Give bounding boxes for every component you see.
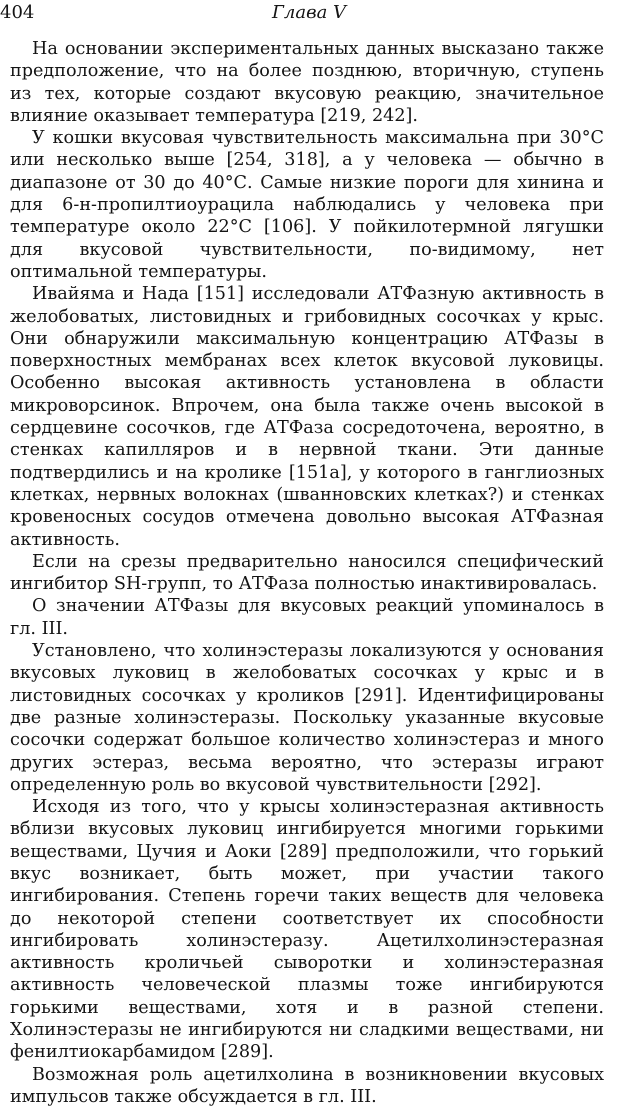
running-head: Глава V — [272, 2, 347, 23]
paragraph: Исходя из того, что у крысы холинэстеразная активность вблизи вкусовых луковиц ингибируется многими горькими веществами, Цучия и Аоки [289] предположили, что горький вкус возникает, быть может, при участии такого ингибирования. Степень горечи таких веществ для человека до некоторой степени соответствует их способности ингибировать холинэстеразу. Ацетилхолинэстеразная активность кроличьей сыворотки и холинэстеразная активность человеческой плазмы тоже ингибируются горькими веществами, хотя и в разной степени. Холинэстеразы не ингибируются ни сладкими веществами, ни фенилтиокарбамидом [289]. — [10, 797, 604, 1063]
page-number: 404 — [0, 2, 35, 23]
body-text — [10, 38, 604, 1108]
paragraph: У кошки вкусовая чувствительность максимальна при 30°С или несколько выше [254, 318], а у человека — обычно в диапазоне от 30 до 40°С. Самые низкие пороги для хинина и для 6-н-пропилтиоурацила наблюдались у человека при температуре около 22°С [106]. У пойкилотермной лягушки для вкусовой чувствительности, по-видимому, нет оптимальной температуры. — [10, 128, 604, 282]
paragraph: Ивайяма и Нада [151] исследовали АТФазную активность в желобоватых, листовидных и грибовидных сосочках у крыс. Они обнаружили максимальную концентрацию АТФазы в поверхностных мембранах всех клеток вкусовой луковицы. Особенно высокая активность установлена в области микроворсинок. Впрочем, она была также очень высокой в сердцевине сосочков, где АТФаза сосредоточена, вероятно, в стенках капилляров и в нервной ткани. Эти данные подтвердились и на кролике [151а], у которого в ганглиозных клетках, нервных волокнах (шванновских клетках?) и стенках кровеносных сосудов отмечена довольно высокая АТФазная активность. — [10, 284, 604, 550]
paragraph: Установлено, что холинэстеразы локализуются у основания вкусовых луковиц в желобоватых сосочках у крыс и в листовидных сосочках у кроликов [291]. Идентифицированы две разные холинэстеразы. Поскольку указанные вкусовые сосочки содержат большое количество холинэстераз и много других эстераз, весьма вероятно, что эстеразы играют определенную роль во вкусовой чувствительности [292]. — [10, 641, 604, 795]
page-header — [0, 2, 620, 28]
paragraph: На основании экспериментальных данных высказано также предположение, что на более позднюю, вторичную, ступень из тех, которые создают вкусовую реакцию, значительное влияние оказывает температура [219, 242]. — [10, 39, 604, 126]
paragraph: Если на срезы предварительно наносился специфический ингибитор SH-групп, то АТФаза полностью инактивировалась. — [10, 551, 604, 595]
paragraph: О значении АТФазы для вкусовых реакций упоминалось в гл. III. — [10, 596, 604, 639]
paragraph: Возможная роль ацетилхолина в возникновении вкусовых импульсов также обсуждается в гл. III. — [10, 1064, 604, 1107]
